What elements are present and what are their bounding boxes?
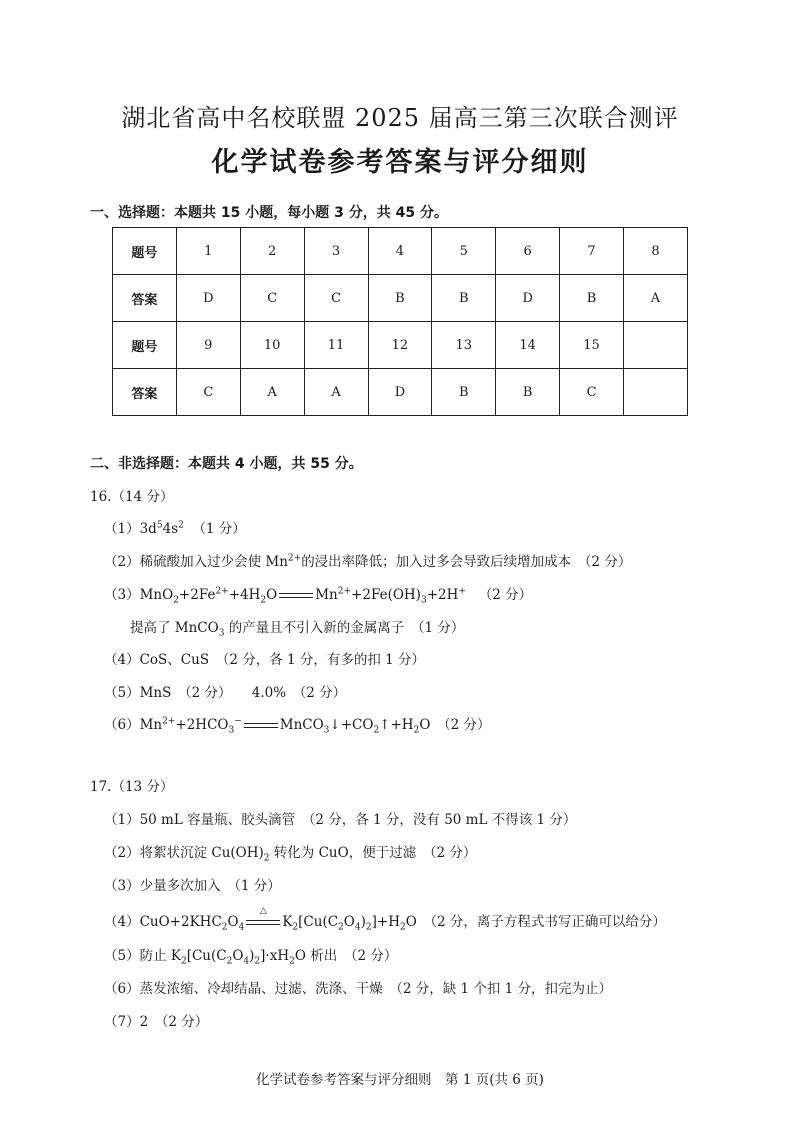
question-number: 15: [560, 322, 624, 369]
answer-cell: C: [304, 275, 368, 322]
answer-cell: A: [304, 369, 368, 416]
q16-answer-3-equation: $(3)MnO_2+2Fe^{2+}+4H_2O$ $Mn^{2+}+2Fe(OH)_3+2H^+$ （2 分）: [104, 586, 533, 606]
question-number: 4: [368, 228, 432, 275]
question-number: 6: [496, 228, 560, 275]
answer-cell: A: [624, 275, 688, 322]
heat-equals-sign: [246, 905, 280, 928]
question-number: 1: [176, 228, 240, 275]
q17-answer-4-equation: $(4)CuO+2KHC_2O_4$ △ $K_2[Cu(C_2O_4)_2]+H_2O$ （2 分，离子方程式书写正确可以给分）: [104, 905, 666, 933]
question-number: 13: [432, 322, 496, 369]
table-row: [113, 322, 688, 369]
empty-cell: [624, 322, 688, 369]
question-number: 12: [368, 322, 432, 369]
answer-cell: C: [240, 275, 304, 322]
question-number: 14: [496, 322, 560, 369]
question-number: 5: [432, 228, 496, 275]
equals-sign: [279, 591, 313, 601]
answer-cell: B: [368, 275, 432, 322]
answer-cell: D: [496, 275, 560, 322]
q17-answer-3: （3）少量多次加入 （1 分）: [104, 878, 281, 894]
row-label-answer: 答案: [113, 369, 177, 416]
row-label-answer: 答案: [113, 275, 177, 322]
question-number: 8: [624, 228, 688, 275]
question-number: 7: [560, 228, 624, 275]
answer-cell: B: [432, 275, 496, 322]
question-number: 11: [304, 322, 368, 369]
answer-cell: B: [496, 369, 560, 416]
answer-cell: C: [560, 369, 624, 416]
question-number: 9: [176, 322, 240, 369]
question-number: 10: [240, 322, 304, 369]
q17-answer-2: （2）将絮状沉淀 $Cu(OH)_2$ 转化为 CuO，便于过滤 （2 分）: [104, 845, 477, 864]
answer-cell: D: [368, 369, 432, 416]
row-label-question: 题号: [113, 228, 177, 275]
q16-answer-4: （4）CoS、CuS （2 分，各 1 分，有多的扣 1 分）: [104, 652, 426, 668]
answer-cell: A: [240, 369, 304, 416]
q16-answer-5: （5）MnS （2 分） 4.0% （2 分）: [104, 685, 347, 701]
q16-answer-3-note: 提高了 MnCO$_3$ 的产量且不引入新的金属离子 （1 分）: [130, 620, 465, 639]
question-number: 3: [304, 228, 368, 275]
answer-cell: B: [432, 369, 496, 416]
q16-answer-2: （2）稀硫酸加入过少会使 $Mn^{2+}$的浸出率降低；加入过多会导致后续增加成本 （2 分）: [104, 553, 632, 570]
q17-header: 17.（13 分）: [90, 779, 174, 795]
document-title: 化学试卷参考答案与评分细则: [211, 147, 589, 178]
exam-title: 湖北省高中名校联盟 2025 届高三第三次联合测评: [121, 104, 679, 132]
section-heading-free-response: 二、非选择题：本题共 4 小题，共 55 分。: [90, 456, 363, 472]
empty-cell: [624, 369, 688, 416]
q17-answer-7: （7）2 （2 分）: [104, 1014, 209, 1030]
q16-answer-1: $(1)3d^54s^2$ （1 分）: [104, 520, 246, 537]
answer-cell: B: [560, 275, 624, 322]
table-row: [113, 369, 688, 416]
q17-answer-1: （1）50 mL 容量瓶、胶头滴管 （2 分，各 1 分，没有 50 mL 不得该 1 分）: [104, 812, 577, 828]
question-number: 2: [240, 228, 304, 275]
equals-sign: [244, 721, 278, 731]
heat-triangle-icon: △: [259, 905, 267, 916]
answer-cell: D: [176, 275, 240, 322]
row-label-question: 题号: [113, 322, 177, 369]
q16-header: 16.（14 分）: [90, 489, 174, 505]
q16-answer-6-equation: $(6)Mn^{2+}+2HCO_3^-$ $MnCO_3↓+CO_2↑+H_2O$ （2 分）: [104, 716, 491, 736]
q17-answer-6: （6）蒸发浓缩、冷却结晶、过滤、洗涤、干燥 （2 分，缺 1 个扣 1 分，扣完为止）: [104, 981, 613, 997]
section-heading-multiple-choice: 一、选择题：本题共 15 小题，每小题 3 分，共 45 分。: [90, 205, 448, 221]
q17-answer-5: （5）防止 $K_2[Cu(C_2O_4)_2]\cdot xH_2O$ 析出 （2 分）: [104, 948, 398, 967]
answer-cell: C: [176, 369, 240, 416]
page-footer: 化学试卷参考答案与评分细则 第 1 页(共 6 页): [256, 1072, 544, 1088]
table-row: [113, 275, 688, 322]
table-row: [113, 228, 688, 275]
answer-table: [112, 227, 688, 416]
